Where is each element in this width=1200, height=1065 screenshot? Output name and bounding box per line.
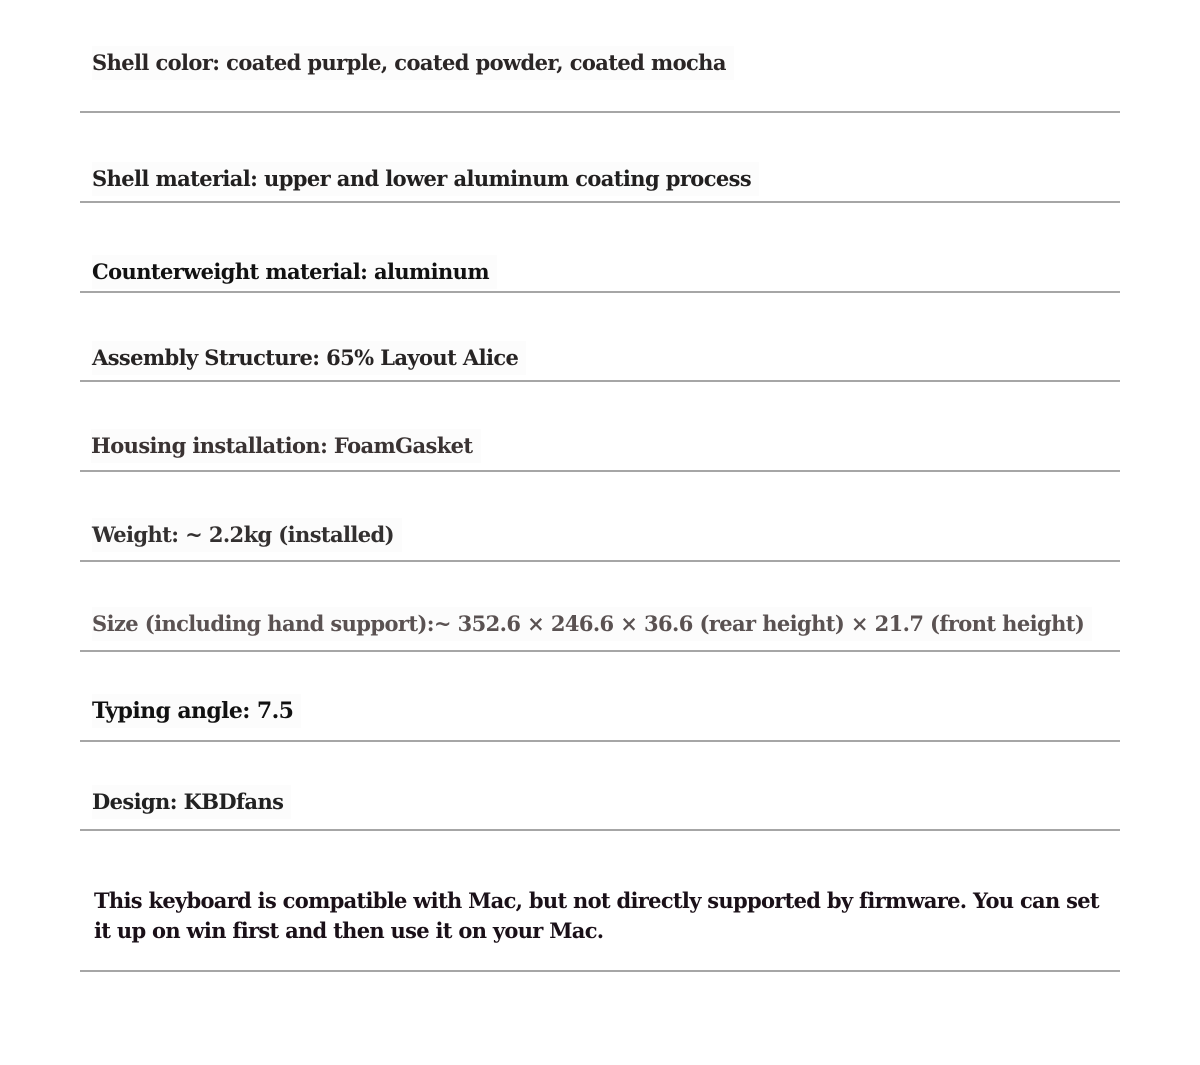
spec-row-weight <box>80 472 1120 562</box>
spec-row-design <box>80 742 1120 831</box>
spec-row-counterweight-material <box>80 203 1120 293</box>
spec-text: Shell material: upper and lower aluminum coating process <box>92 162 759 196</box>
spec-text: Size (including hand support):~ 352.6 × 246.6 × 36.6 (rear height) × 21.7 (front height) <box>92 607 1092 641</box>
spec-text: Housing installation: FoamGasket <box>91 429 481 463</box>
spec-text: This keyboard is compatible with Mac, but not directly supported by firmware. You can set it up on win first and then use it on your Mac. <box>94 888 1099 943</box>
spec-text: Counterweight material: aluminum <box>92 255 497 289</box>
spec-text: Weight: ~ 2.2kg (installed) <box>92 518 402 552</box>
spec-row-mac-compatibility-note <box>80 831 1120 972</box>
spec-row-housing-installation <box>80 382 1120 472</box>
spec-text: Design: KBDfans <box>92 785 291 819</box>
spec-row-typing-angle <box>80 652 1120 742</box>
spec-text: Shell color: coated purple, coated powder, coated mocha <box>92 46 734 80</box>
spec-row-size <box>80 562 1120 652</box>
spec-text: Assembly Structure: 65% Layout Alice <box>92 341 526 375</box>
spec-row-shell-material <box>80 113 1120 203</box>
spec-list <box>80 0 1120 972</box>
spec-text: Typing angle: 7.5 <box>92 694 301 728</box>
spec-row-assembly-structure <box>80 293 1120 382</box>
spec-row-shell-color <box>80 0 1120 113</box>
